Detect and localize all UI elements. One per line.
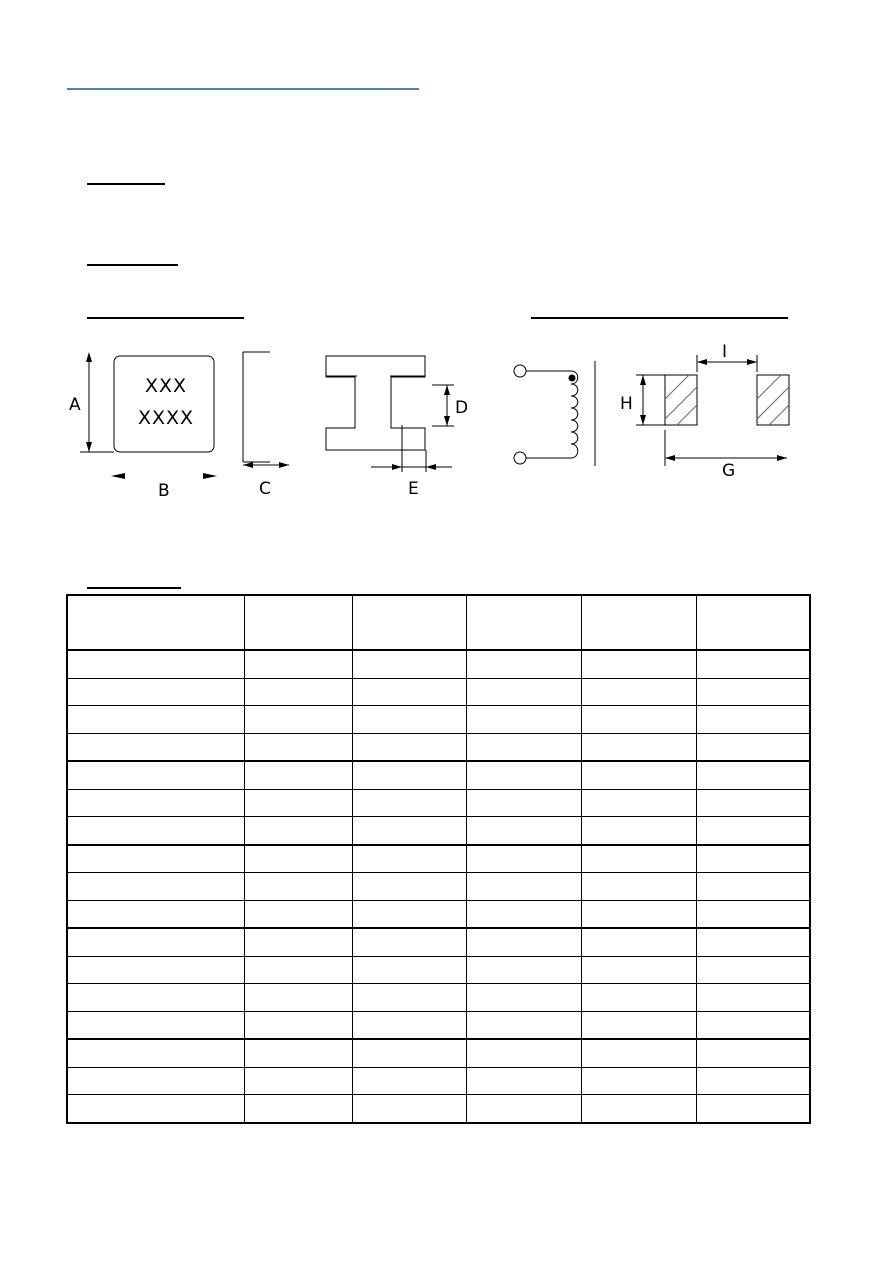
- table-cell: [67, 817, 244, 845]
- table-cell: [352, 900, 466, 928]
- table-cell: [581, 595, 696, 650]
- table-cell: [244, 1095, 352, 1123]
- table-cell: [466, 900, 581, 928]
- table-cell: [67, 1011, 244, 1039]
- dim-label-i: I: [722, 342, 728, 362]
- table-cell: [244, 1067, 352, 1095]
- table-row: [67, 984, 810, 1012]
- spec-table: [66, 594, 811, 1124]
- dim-label-d: D: [455, 398, 469, 418]
- table-cell: [244, 928, 352, 956]
- table-cell: [581, 733, 696, 761]
- table-cell: [581, 984, 696, 1012]
- table-cell: [67, 789, 244, 817]
- table-cell: [352, 873, 466, 901]
- table-cell: [581, 956, 696, 984]
- table-cell: [352, 761, 466, 789]
- table-row: [67, 845, 810, 873]
- section-rule-table: [87, 587, 181, 589]
- table-cell: [67, 845, 244, 873]
- table-cell: [696, 706, 810, 734]
- table-cell: [466, 678, 581, 706]
- table-cell: [466, 956, 581, 984]
- table-row: [67, 817, 810, 845]
- table-cell: [244, 817, 352, 845]
- table-cell: [581, 650, 696, 678]
- dim-label-b: B: [158, 481, 170, 501]
- table-cell: [67, 1067, 244, 1095]
- table-cell: [67, 956, 244, 984]
- table-row: [67, 650, 810, 678]
- table-row: [67, 678, 810, 706]
- table-cell: [67, 706, 244, 734]
- table-cell: [696, 1067, 810, 1095]
- table-row: [67, 1011, 810, 1039]
- table-cell: [67, 900, 244, 928]
- table-cell: [67, 761, 244, 789]
- table-cell: [581, 873, 696, 901]
- table-cell: [352, 817, 466, 845]
- table-cell: [466, 706, 581, 734]
- core-front-view: [326, 356, 425, 450]
- table-cell: [581, 817, 696, 845]
- table-cell: [696, 733, 810, 761]
- table-cell: [466, 595, 581, 650]
- table-cell: [466, 984, 581, 1012]
- table-cell: [352, 678, 466, 706]
- table-cell: [67, 650, 244, 678]
- terminal-top: [514, 365, 526, 377]
- table-row: [67, 733, 810, 761]
- table-cell: [581, 1039, 696, 1067]
- table-row: [67, 706, 810, 734]
- table-cell: [67, 873, 244, 901]
- table-cell: [67, 1039, 244, 1067]
- table-cell: [352, 928, 466, 956]
- table-cell: [466, 845, 581, 873]
- table-cell: [696, 1095, 810, 1123]
- table-cell: [696, 789, 810, 817]
- dim-label-a: A: [69, 395, 81, 415]
- table-cell: [244, 789, 352, 817]
- table-cell: [696, 873, 810, 901]
- table-cell: [352, 956, 466, 984]
- table-cell: [244, 678, 352, 706]
- table-header-row: [67, 595, 810, 650]
- component-top-view: [114, 356, 214, 452]
- table-cell: [352, 706, 466, 734]
- table-cell: [244, 1039, 352, 1067]
- table-row: [67, 900, 810, 928]
- marking-line-1: XXX: [145, 375, 188, 397]
- table-cell: [466, 761, 581, 789]
- table-cell: [466, 873, 581, 901]
- table-cell: [67, 678, 244, 706]
- table-row: [67, 873, 810, 901]
- table-cell: [67, 595, 244, 650]
- table-cell: [352, 595, 466, 650]
- table-cell: [696, 595, 810, 650]
- table-cell: [581, 1011, 696, 1039]
- table-cell: [352, 1095, 466, 1123]
- terminal-bottom: [514, 452, 526, 464]
- table-cell: [244, 956, 352, 984]
- table-cell: [466, 1011, 581, 1039]
- table-cell: [696, 761, 810, 789]
- table-cell: [581, 900, 696, 928]
- table-cell: [581, 1067, 696, 1095]
- table-row: [67, 761, 810, 789]
- table-cell: [581, 789, 696, 817]
- table-cell: [466, 733, 581, 761]
- table-cell: [67, 928, 244, 956]
- table-cell: [696, 928, 810, 956]
- table-cell: [696, 678, 810, 706]
- table-cell: [352, 845, 466, 873]
- table-cell: [581, 761, 696, 789]
- dim-label-g: G: [722, 461, 736, 481]
- table-cell: [244, 900, 352, 928]
- table-cell: [67, 984, 244, 1012]
- table-cell: [244, 1011, 352, 1039]
- table-cell: [696, 984, 810, 1012]
- dimension-drawing: [0, 0, 892, 520]
- table-cell: [696, 1011, 810, 1039]
- table-cell: [581, 845, 696, 873]
- table-cell: [244, 650, 352, 678]
- polarity-dot: [569, 375, 576, 382]
- table-cell: [244, 595, 352, 650]
- table-row: [67, 956, 810, 984]
- dim-label-e: E: [408, 479, 419, 499]
- table-cell: [244, 845, 352, 873]
- table-cell: [466, 1067, 581, 1095]
- pad-hatch: [665, 375, 789, 425]
- table-cell: [696, 900, 810, 928]
- table-cell: [581, 1095, 696, 1123]
- table-cell: [244, 873, 352, 901]
- table-cell: [466, 789, 581, 817]
- table-cell: [466, 817, 581, 845]
- marking-line-2: XXXX: [138, 407, 195, 429]
- table-cell: [696, 956, 810, 984]
- table-row: [67, 1067, 810, 1095]
- table-cell: [696, 650, 810, 678]
- table-row: [67, 1039, 810, 1067]
- table-row: [67, 789, 810, 817]
- table-cell: [581, 706, 696, 734]
- table-cell: [244, 706, 352, 734]
- table-cell: [696, 1039, 810, 1067]
- table-cell: [352, 650, 466, 678]
- table-row: [67, 928, 810, 956]
- table-cell: [466, 1095, 581, 1123]
- winding-coil: [526, 371, 578, 458]
- table-cell: [352, 1011, 466, 1039]
- table-cell: [696, 845, 810, 873]
- dim-label-h: H: [620, 394, 633, 414]
- table-cell: [581, 678, 696, 706]
- dim-label-c: C: [259, 479, 271, 499]
- table-cell: [581, 928, 696, 956]
- table-cell: [352, 733, 466, 761]
- table-cell: [466, 1039, 581, 1067]
- table-cell: [352, 1039, 466, 1067]
- table-cell: [244, 761, 352, 789]
- table-cell: [244, 733, 352, 761]
- table-cell: [67, 733, 244, 761]
- table-cell: [352, 984, 466, 1012]
- table-row: [67, 1095, 810, 1123]
- table-cell: [696, 817, 810, 845]
- table-cell: [466, 650, 581, 678]
- table-cell: [352, 1067, 466, 1095]
- table-cell: [67, 1095, 244, 1123]
- table-cell: [466, 928, 581, 956]
- table-cell: [352, 789, 466, 817]
- table-cell: [244, 984, 352, 1012]
